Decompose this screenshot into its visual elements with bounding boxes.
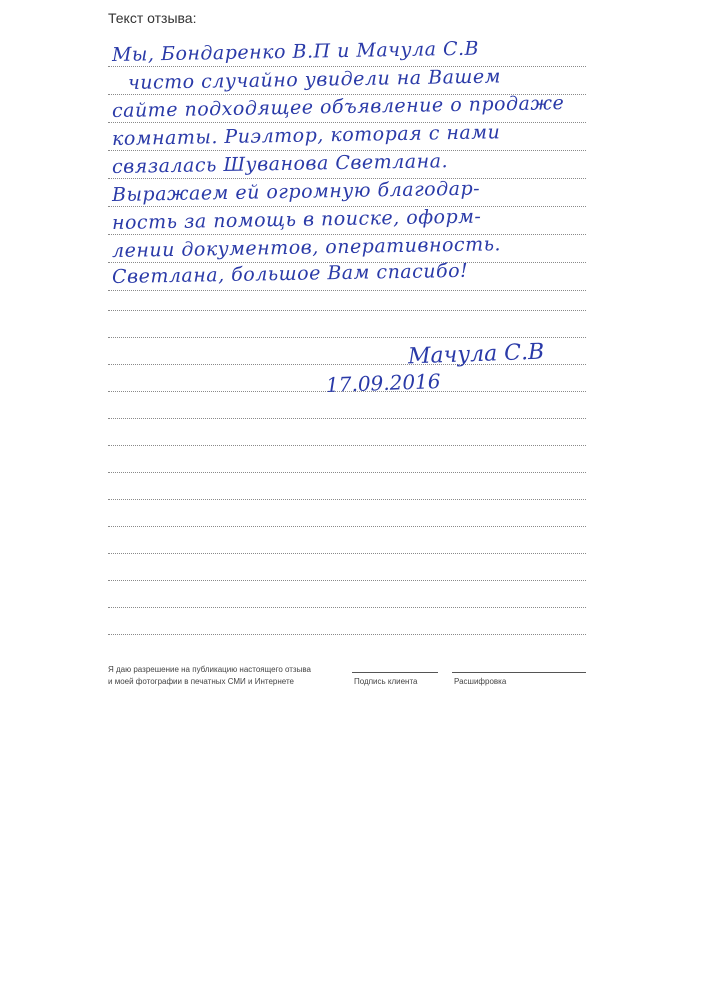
decryption-field-line	[452, 672, 586, 673]
ruled-line	[108, 178, 586, 179]
ruled-line	[108, 66, 586, 67]
handwritten-date: 17.09.2016	[325, 369, 441, 397]
ruled-line	[108, 234, 586, 235]
ruled-line	[108, 418, 586, 419]
review-line: Светлана, большое Вам спасибо!	[111, 259, 469, 288]
review-line: Мы, Бондаренко В.П и Мачула С.В	[111, 37, 480, 66]
signature-field-line	[352, 672, 438, 673]
ruled-line	[108, 472, 586, 473]
ruled-line	[108, 206, 586, 207]
ruled-line	[108, 499, 586, 500]
review-line: сайте подходящее объявление о продаже	[111, 92, 565, 122]
consent-text	[108, 664, 338, 688]
ruled-line	[108, 337, 586, 338]
handwritten-signature: Мачула С.В	[407, 339, 545, 370]
ruled-line	[108, 634, 586, 635]
ruled-line	[108, 526, 586, 527]
review-line: Выражаем ей огромную благодар-	[111, 177, 481, 206]
decryption-caption: Расшифровка	[454, 677, 507, 686]
consent-line: Я даю разрешение на публикацию настоящего отзыва	[108, 665, 311, 674]
consent-line: и моей фотографии в печатных СМИ и Интернете	[108, 677, 294, 686]
ruled-line	[108, 445, 586, 446]
ruled-line	[108, 553, 586, 554]
ruled-line	[108, 580, 586, 581]
review-line: связалась Шуванова Светлана.	[111, 150, 449, 178]
review-line: лении документов, оперативность.	[111, 233, 502, 262]
ruled-line	[108, 310, 586, 311]
review-line: комнаты. Риэлтор, которая с нами	[111, 121, 501, 150]
signature-caption: Подпись клиента	[354, 677, 418, 686]
review-line: ность за помощь в поиске, оформ-	[111, 205, 482, 234]
review-line: чисто случайно увидели на Вашем	[127, 65, 502, 94]
ruled-line	[108, 122, 586, 123]
ruled-line	[108, 607, 586, 608]
ruled-line	[108, 150, 586, 151]
review-text-label: Текст отзыва:	[108, 10, 197, 26]
ruled-line	[108, 290, 586, 291]
